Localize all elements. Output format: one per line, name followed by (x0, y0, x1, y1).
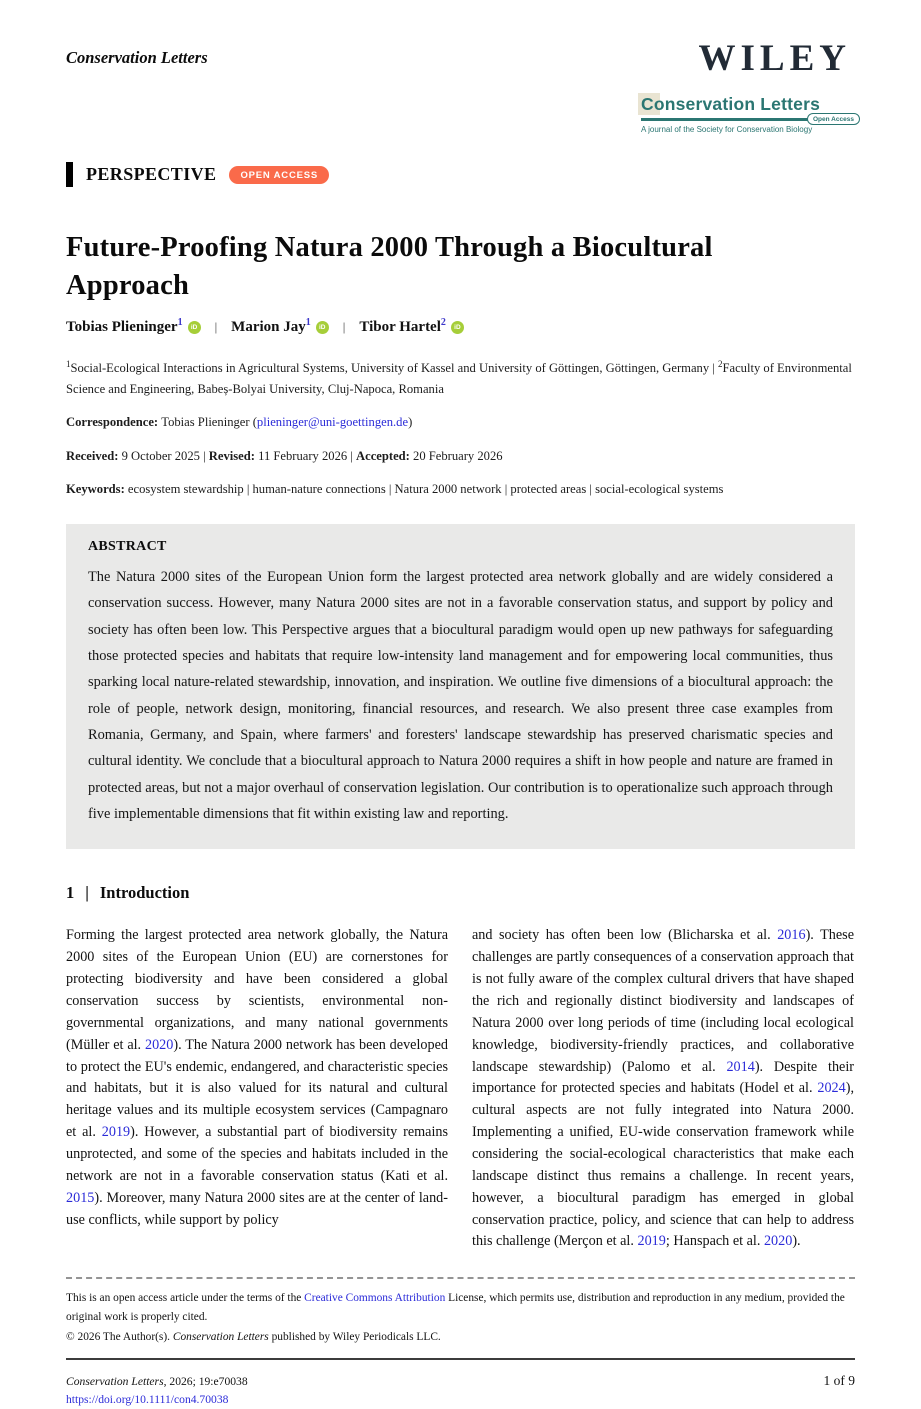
text-segment: Conservation Letters (66, 1375, 164, 1389)
affiliations (66, 358, 855, 400)
section-divider: | (85, 883, 89, 903)
text-segment: Faculty of Environmental Science and Engineering, Babeș-Bolyai University, Cluj-Napoca, Romania (66, 360, 852, 396)
creative-commons-link[interactable]: Creative Commons Attribution (304, 1292, 446, 1305)
text-segment: Accepted: (356, 448, 414, 463)
citation-link[interactable]: 2019 (101, 1124, 131, 1141)
body-column-right (472, 925, 854, 1253)
correspondence-email-link[interactable]: plieninger@uni-goettingen.de (256, 415, 409, 430)
journal-logo-rule (641, 115, 854, 123)
orcid-icon[interactable]: iD (316, 321, 329, 334)
author-name: Marion Jay$^1$ (231, 316, 311, 335)
body-columns (66, 925, 855, 1253)
text-segment: ). These challenges are partly consequences of a conservation approach that is not fully aware of the complex cultural drivers that have shaped the rich and regionally distinct biodiversity and landscapes of Natura 2000 over long periods of time (including local ecological knowledge, biodiversity-friendly practices, and collaborative landscape stewardship) (Palomo et al. (472, 927, 855, 1075)
article-title: Future-Proofing Natura 2000 Through a Biocultural Approach (66, 232, 713, 301)
text-segment: 11 February 2026 (258, 448, 348, 463)
orcid-icon[interactable]: iD (188, 321, 201, 334)
article-type-row (66, 162, 855, 187)
author-separator: | (342, 319, 346, 335)
publisher-brand (641, 40, 855, 134)
text-segment: ; Hanspach et al. (665, 1233, 764, 1250)
page-footer (66, 1373, 855, 1409)
citation-link[interactable]: 2024 (817, 1080, 846, 1097)
text-segment: Forming the largest protected area network globally, the Natura 2000 sites of the European Union (EU) are cornerstones for protecting biodiversity and have been considered a global conservation success by scientists, environmental non-governmental organizations, and many national governments (Müller et al. (66, 927, 448, 1053)
text-segment: ecosystem stewardship | human-nature connections | Natura 2000 network | protected areas | social-ecological systems (127, 482, 724, 497)
journal-logo-tagline: A journal of the Society for Conservation Biology (641, 125, 813, 134)
article-type-label: PERSPECTIVE (86, 164, 217, 184)
text-segment: Social-Ecological Interactions in Agricultural Systems, University of Kassel and University of Göttingen, Göttingen, Germany | (70, 360, 718, 375)
section-title: Introduction (99, 883, 190, 903)
footer-rule (66, 1358, 855, 1360)
text-segment: Tobias Plieninger ( (161, 415, 257, 430)
running-head-journal: Conservation Letters (66, 48, 208, 67)
abstract-heading: ABSTRACT (88, 538, 167, 554)
citation-link[interactable]: 2020 (144, 1036, 174, 1053)
text-segment: 1 (66, 358, 71, 369)
abstract-text: The Natura 2000 sites of the European Union form the largest protected area network globally and are widely considered a conservation success. However, many Natura 2000 sites are not in a favorable conservation status, and support by policy and society has often been low. This Perspective argues that a biocultural paradigm would open up new pathways for safeguarding those protected species and habitats that require low-intensity land management and for empowering local communities, thus sparking local nature-related stewardship, innovation, and inspiration. We outline five dimensions of a biocultural approach: the role of people, network design, monitoring, financial resources, and research. We also present three case examples from Romania, Germany, and Spain, where farmers' and foresters' landscape stewardship has preserved charismatic species and cultural identity. We conclude that a biocultural approach to Natura 2000 requires a shift in how people and nature are framed in protected areas, but not a major overhaul of conservation legislation. Our contribution is to operationalize such approach through five implementable dimensions that fit within existing law and reporting. (88, 568, 833, 823)
orcid-icon[interactable]: iD (451, 321, 464, 334)
journal-logo (641, 94, 855, 134)
text-segment: ). Despite their importance for protected species and habitats (Hodel et al. (472, 1058, 855, 1097)
text-segment: Keywords: (66, 482, 128, 497)
abstract-box (66, 524, 855, 850)
author-affiliation-sup: 1 (305, 316, 311, 328)
keywords-line (66, 480, 855, 500)
section-number: 1 (66, 883, 75, 903)
wiley-logo: WILEY (698, 38, 851, 79)
text-segment: | (347, 448, 357, 463)
author-name: Tibor Hartel$^2$ (359, 316, 446, 335)
text-segment: ). (792, 1233, 801, 1250)
citation-link[interactable]: 2015 (66, 1189, 95, 1206)
text-segment: Conservation Letters (172, 1330, 269, 1343)
text-segment: and society has often been low (Blicharska et al. (472, 927, 778, 944)
text-segment: License, which permits use, distribution and reproduction in any medium, provided the original work is properly cited. (66, 1292, 845, 1323)
text-segment: Correspondence: (66, 415, 162, 430)
text-segment: 2 (717, 358, 723, 369)
citation-link[interactable]: 2020 (763, 1233, 793, 1250)
license-footnote (66, 1289, 855, 1326)
author-affiliation-sup: 2 (440, 316, 446, 328)
correspondence-line (66, 413, 855, 433)
text-segment: © 2026 The Author(s). (66, 1330, 173, 1343)
author-list (66, 316, 855, 336)
text-segment: ). The Natura 2000 network has been developed to protect the EU's endemic, endangered, and characteristic species and habitats, but it is also valued for its natural and cultural heritage values and its multiple ecosystem services (Campagnaro et al. (66, 1036, 448, 1141)
article-type-bar (66, 162, 73, 187)
text-segment: 9 October 2025 (121, 448, 200, 463)
body-column-left (66, 925, 448, 1253)
citation-link[interactable]: 2014 (726, 1058, 755, 1075)
text-segment: Revised: (208, 448, 259, 463)
doi-link[interactable]: https://doi.org/10.1111/con4.70038 (66, 1393, 229, 1407)
citation-link[interactable]: 2016 (777, 927, 806, 944)
page-number: 1 of 9 (823, 1373, 855, 1389)
text-segment: published by Wiley Periodicals LLC. (268, 1330, 441, 1343)
section-heading-introduction (66, 883, 855, 903)
text-segment: This is an open access article under the terms of the (66, 1292, 305, 1305)
text-segment: , 2026; 19:e70038 (163, 1375, 248, 1389)
open-access-badge: OPEN ACCESS (229, 166, 329, 184)
open-access-pill: Open Access (807, 113, 860, 125)
text-segment: ), cultural aspects are not fully integrated into Natura 2000. Implementing a unified, EU-wide conservation framework while considering the social-ecological characteristics that make each landscape distinct thus remains a challenge. In recent years, however, a biocultural paradigm has emerged in global conservation practice, policy, and science that can help to address this challenge (Merçon et al. (472, 1080, 854, 1250)
copyright-footnote (66, 1328, 855, 1346)
journal-logo-name: Conservation Letters (641, 94, 855, 115)
author-name: Tobias Plieninger$^1$ (66, 316, 183, 335)
text-segment: | (199, 448, 209, 463)
journal-citation (66, 1373, 248, 1409)
footnote-divider (66, 1277, 855, 1279)
text-segment: ). Moreover, many Natura 2000 sites are at the center of land-use conflicts, while support by policy (66, 1189, 448, 1228)
text-segment: ) (408, 415, 413, 430)
history-line (66, 447, 855, 467)
author-separator: | (214, 319, 218, 335)
citation-text (66, 1373, 248, 1391)
text-segment: Received: (66, 448, 122, 463)
text-segment: ). However, a substantial part of biodiversity remains unprotected, and some of the species and habitats included in the network are not in a favorable conservation status (Kati et al. (66, 1124, 448, 1184)
citation-link[interactable]: 2019 (637, 1233, 666, 1250)
text-segment: 20 February 2026 (413, 448, 503, 463)
author-affiliation-sup: 1 (177, 316, 183, 328)
masthead (66, 40, 855, 134)
